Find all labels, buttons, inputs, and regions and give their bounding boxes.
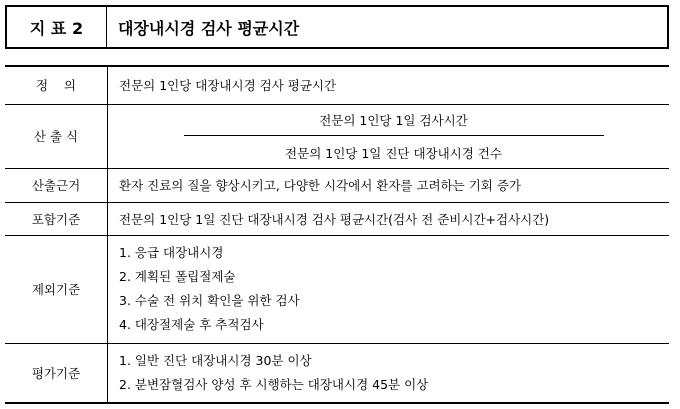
indicator-number: 지 표 2 [7,7,107,47]
rationale-label: 산출근거 [5,168,108,202]
formula-cell [108,104,670,168]
row-exclusion [5,235,669,343]
exclusion-label: 제외기준 [5,235,108,343]
inclusion-label: 포함기준 [5,202,108,235]
rationale-text: 환자 진료의 질을 향상시키고, 다양한 시각에서 환자를 고려하는 기회 증가 [108,168,670,202]
definition-label: 정 의 [5,66,108,104]
row-evaluation [5,343,669,403]
row-rationale [5,168,669,202]
indicator-title: 대장내시경 검사 평균시간 [118,18,300,38]
formula-fraction [119,107,668,165]
indicator-title-box [5,5,669,49]
row-definition [5,66,669,104]
formula-denominator: 전문의 1인당 1일 진단 대장내시경 건수 [285,146,502,161]
exclusion-item: 4. 대장절제술 후 추적검사 [119,317,264,332]
exclusion-list [108,235,670,343]
row-formula [5,104,669,168]
definition-text: 전문의 1인당 대장내시경 검사 평균시간 [108,66,670,104]
evaluation-item: 2. 분변잠혈검사 양성 후 시행하는 대장내시경 45분 이상 [119,376,429,392]
evaluation-item: 1. 일반 진단 대장내시경 30분 이상 [119,352,312,368]
exclusion-item: 1. 응급 대장내시경 [119,245,224,260]
row-inclusion [5,202,669,235]
evaluation-label: 평가기준 [5,343,108,403]
inclusion-text: 전문의 1인당 1일 진단 대장내시경 검사 평균시간(검사 전 준비시간+검사시간) [108,202,670,235]
evaluation-list [108,343,670,403]
indicator-spec-table [5,65,669,404]
exclusion-item: 2. 계획된 폴립절제술 [119,269,236,284]
formula-label: 산 출 식 [5,104,108,168]
exclusion-item: 3. 수술 전 위치 확인을 위한 검사 [119,293,300,308]
formula-numerator: 전문의 1인당 1일 검사시간 [319,113,468,128]
